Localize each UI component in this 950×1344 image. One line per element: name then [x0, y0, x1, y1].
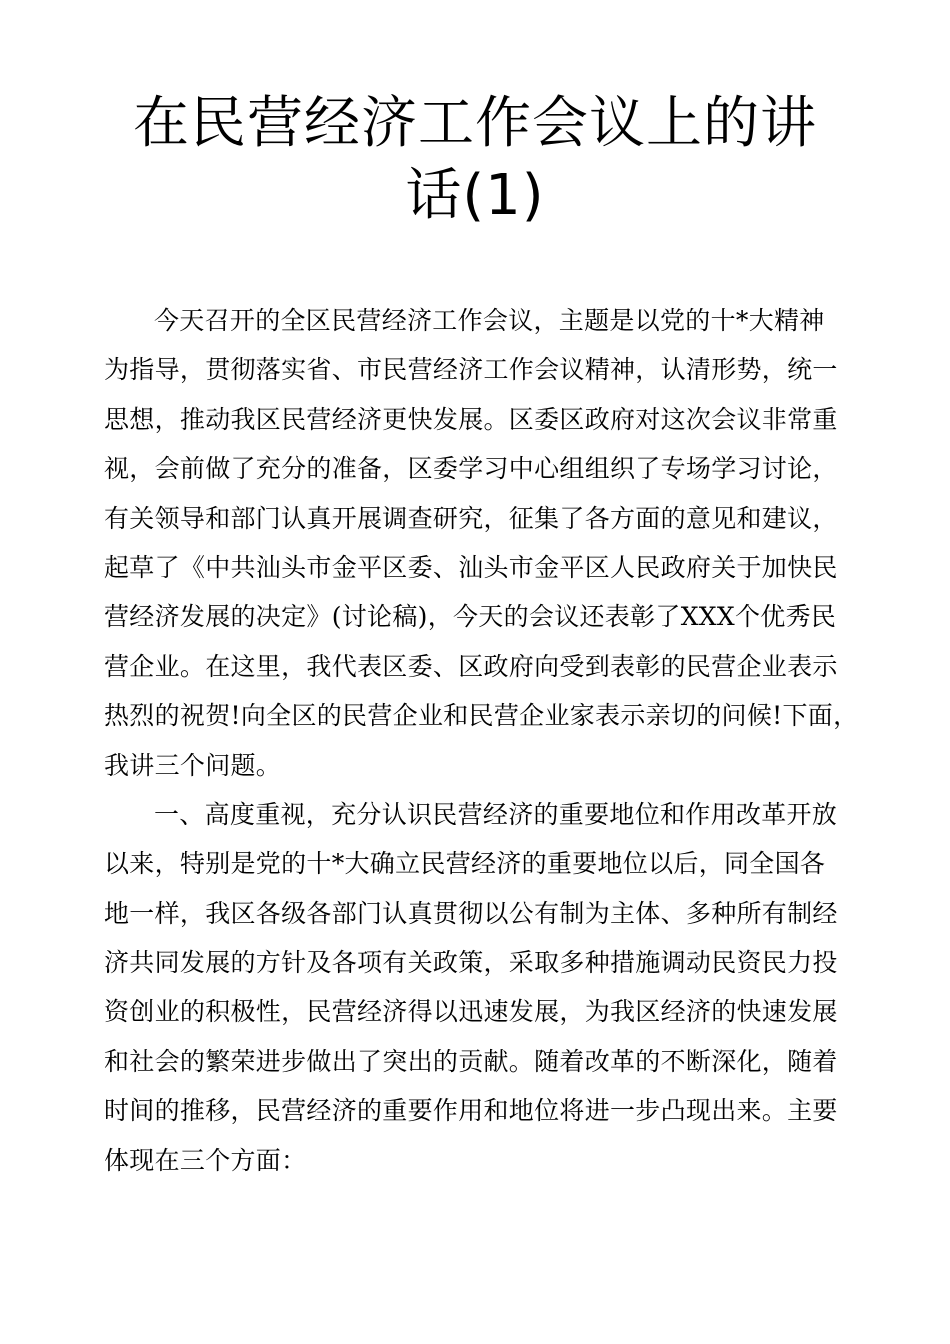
- paragraph-2-line-4: 济共同发展的方针及各项有关政策，采取多种措施调动民资民力投: [104, 948, 838, 978]
- paragraph-1-line-4: 视，会前做了充分的准备，区委学习中心组组织了专场学习讨论，: [104, 454, 838, 484]
- paragraph-2-line-6: 和社会的繁荣进步做出了突出的贡献。随着改革的不断深化，随着: [104, 1046, 838, 1076]
- paragraph-2-line-3: 地一样，我区各级各部门认真贯彻以公有制为主体、多种所有制经: [104, 898, 838, 928]
- paragraph-2-line-5: 资创业的积极性，民营经济得以迅速发展，为我区经济的快速发展: [104, 997, 838, 1027]
- paragraph-1-line-7: 营经济发展的决定》(讨论稿)，今天的会议还表彰了XXX个优秀民: [104, 602, 837, 632]
- paragraph-1-line-2: 为指导，贯彻落实省、市民营经济工作会议精神，认清形势，统一: [104, 355, 838, 385]
- paragraph-1-line-9: 热烈的祝贺!向全区的民营企业和民营企业家表示亲切的问候!下面，: [104, 701, 859, 731]
- paragraph-1-line-6: 起草了《中共汕头市金平区委、汕头市金平区人民政府关于加快民: [104, 552, 838, 582]
- document-body: [104, 296, 864, 1185]
- paragraph-2-line-7: 时间的推移，民营经济的重要作用和地位将进一步凸现出来。主要: [104, 1096, 838, 1126]
- paragraph-1-line-8: 营企业。在这里，我代表区委、区政府向受到表彰的民营企业表示: [104, 651, 838, 681]
- paragraph-2-line-2: 以来，特别是党的十*大确立民营经济的重要地位以后，同全国各: [104, 849, 826, 879]
- paragraph-1-line-10: 我讲三个问题。: [104, 750, 282, 780]
- paragraph-1-line-3: 思想，推动我区民营经济更快发展。区委区政府对这次会议非常重: [104, 404, 838, 434]
- paragraph-1-line-1: 今天召开的全区民营经济工作会议，主题是以党的十*大精神: [154, 306, 825, 335]
- paragraph-2-line-8: 体现在三个方面：: [104, 1145, 307, 1175]
- document-title-line-1: 在民营经济工作会议上的讲: [133, 91, 817, 156]
- paragraph-1-line-5: 有关领导和部门认真开展调查研究，征集了各方面的意见和建议，: [104, 503, 838, 533]
- document-title-line-2: 话(1): [405, 163, 545, 228]
- paragraph-2-line-1: 一、高度重视，充分认识民营经济的重要地位和作用改革开放: [154, 799, 838, 829]
